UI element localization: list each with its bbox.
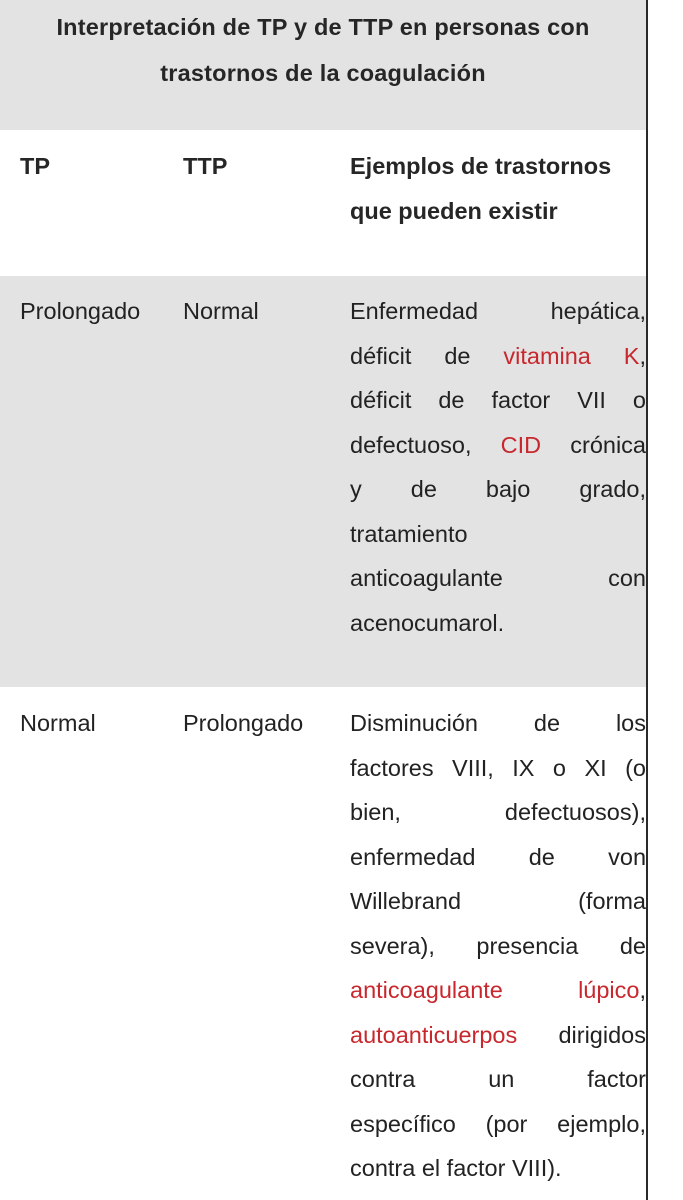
link-anticoagulante-lupico[interactable]: anticoagulante <box>350 977 503 1003</box>
text-line: contra un factor <box>350 1066 646 1092</box>
table-caption <box>0 0 646 130</box>
cell-tp: Normal <box>20 710 96 736</box>
cell-ttp: Prolongado <box>183 710 304 736</box>
text-line: tratamiento <box>350 520 468 547</box>
text-line: severa), presencia de <box>350 932 646 959</box>
text-line: factores VIII, IX o XI (o <box>350 754 646 781</box>
text-line: Enfermedad hepática, <box>350 298 646 324</box>
caption-line-1: Interpretación de TP y de TTP en personas con <box>56 14 590 40</box>
text-line: defectuoso, CID crónica <box>350 431 647 458</box>
text-line: déficit de vitamina K, <box>350 342 647 369</box>
cell-examples <box>350 701 646 1191</box>
text-line: anticoagulante lúpico, <box>350 977 646 1003</box>
text-line: anticoagulante con <box>350 565 646 591</box>
text-line: acenocumarol. <box>350 609 505 636</box>
header-ttp: TTP <box>183 153 228 179</box>
text-line: Willebrand (forma <box>350 888 646 914</box>
header-examples <box>350 144 646 233</box>
text-line: y de bajo grado, <box>350 476 647 502</box>
table-header-row <box>0 132 646 274</box>
table-row <box>0 276 646 687</box>
text-line: contra el factor VIII). <box>350 1155 562 1181</box>
text-line: Disminución de los <box>350 710 646 736</box>
header-examples-line-1: Ejemplos de trastornos <box>350 153 612 179</box>
header-examples-line-2: que pueden existir <box>350 197 558 224</box>
text-line: bien, defectuosos), <box>350 799 646 825</box>
table-row <box>0 689 646 1200</box>
link-vitamina-k[interactable]: vitamina K <box>503 342 640 369</box>
link-cid[interactable]: CID <box>500 431 542 458</box>
caption-line-2: trastornos de la coagulación <box>160 60 486 86</box>
link-anticoagulante-lupico[interactable]: lúpico <box>578 977 640 1003</box>
link-autoanticuerpos[interactable]: autoanticuerpos <box>350 1021 518 1048</box>
text-line: déficit de factor VII o <box>350 387 646 413</box>
text-line: autoanticuerpos dirigidos <box>350 1021 646 1048</box>
cell-examples <box>350 289 646 645</box>
text-line: específico (por ejemplo, <box>350 1110 646 1137</box>
text-line: enfermedad de von <box>350 843 647 870</box>
cell-ttp: Normal <box>183 298 259 324</box>
header-tp: TP <box>20 153 51 179</box>
cell-tp: Prolongado <box>20 298 141 324</box>
